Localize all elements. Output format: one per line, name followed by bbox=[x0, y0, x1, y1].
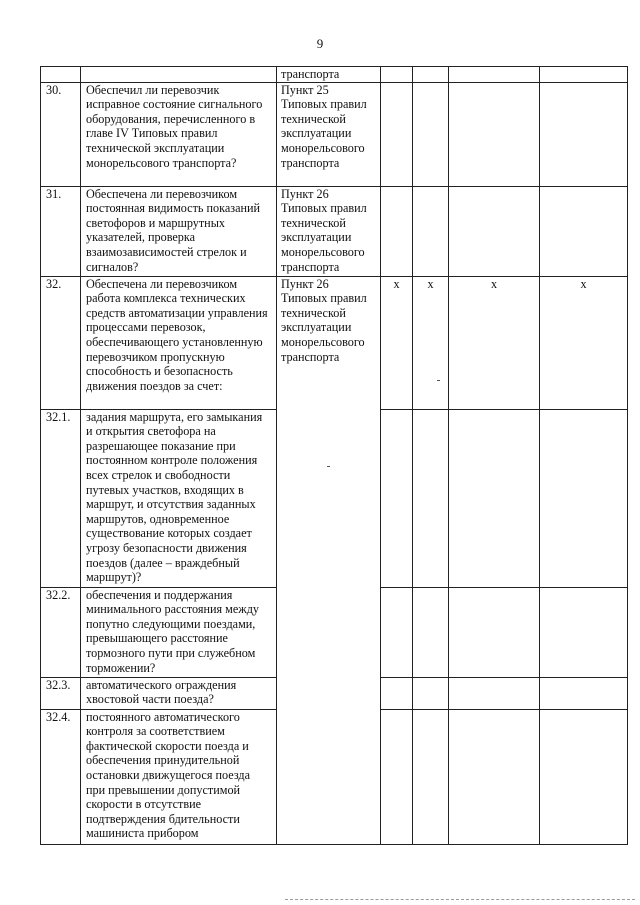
item-number: 30. bbox=[41, 82, 81, 186]
table-row bbox=[41, 186, 628, 276]
item-number: 32.1. bbox=[41, 409, 81, 587]
answer-no-cell bbox=[413, 677, 449, 709]
answer-yes-cell bbox=[381, 186, 413, 276]
answer-not-applicable-cell bbox=[449, 677, 540, 709]
question-text: постоянного автоматического контроля за соответствием фактической скорости поезда и обеспечения принудительной остановки движущегося поезда при превышении допустимой скорости в отсутствие подтверждения бдительности машиниста прибором bbox=[81, 709, 277, 844]
answer-not-applicable-cell bbox=[449, 409, 540, 587]
answer-no-cell bbox=[413, 409, 449, 587]
answer-yes-cell bbox=[381, 409, 413, 587]
answer-no-cell bbox=[413, 186, 449, 276]
answer-not-applicable-cell bbox=[449, 587, 540, 677]
answer-no-cell: x bbox=[413, 276, 449, 409]
answer-not-applicable-cell bbox=[540, 709, 628, 844]
page-bottom-edge bbox=[285, 899, 635, 900]
item-number: 31. bbox=[41, 186, 81, 276]
question-text: задания маршрута, его замыкания и открытия светофора на разрешающее показание при постоянном контроле положения всех стрелок и свободности путевых участков, входящих в маршрут, и отсутствия заданных маршрутов, одновременное существование которых создает угрозу безопасности движения поездов (далее – враждебный маршрут)? bbox=[81, 409, 277, 587]
answer-yes-cell bbox=[413, 709, 449, 844]
answer-not-applicable-cell bbox=[449, 82, 540, 186]
item-number bbox=[41, 67, 81, 83]
table-row bbox=[41, 276, 628, 409]
table-row bbox=[41, 82, 628, 186]
answer-note-cell bbox=[540, 587, 628, 677]
question-text bbox=[81, 67, 277, 83]
checklist-table bbox=[40, 66, 628, 845]
answer-no-cell bbox=[449, 709, 540, 844]
answer-note-cell bbox=[540, 409, 628, 587]
answer-yes-cell bbox=[381, 82, 413, 186]
question-text: обеспечения и поддержания минимального расстояния между попутно следующими поездами, превышающего расстояние тормозного пути при служебном торможении? bbox=[81, 587, 277, 677]
scan-speck bbox=[437, 380, 440, 381]
item-number: 32.3. bbox=[41, 677, 81, 709]
answer-not-applicable-cell: x bbox=[449, 276, 540, 409]
answer-note-cell: x bbox=[540, 276, 628, 409]
answer-no-cell bbox=[413, 82, 449, 186]
legal-reference bbox=[381, 709, 413, 844]
scan-speck bbox=[327, 466, 330, 467]
legal-reference: Пункт 26 Типовых правил технической эксплуатации монорельсового транспорта bbox=[277, 186, 381, 276]
answer-no-cell bbox=[413, 67, 449, 83]
answer-no-cell bbox=[413, 587, 449, 677]
answer-not-applicable-cell bbox=[449, 67, 540, 83]
table-row bbox=[41, 67, 628, 83]
legal-reference: Пункт 25 Типовых правил технической эксплуатации монорельсового транспорта bbox=[277, 82, 381, 186]
question-text: Обеспечил ли перевозчик исправное состояние сигнального оборудования, перечисленного в главе IV Типовых правил технической эксплуатации монорельсового транспорта? bbox=[81, 82, 277, 186]
answer-yes-cell: x bbox=[381, 276, 413, 409]
answer-yes-cell bbox=[381, 677, 413, 709]
answer-note-cell bbox=[540, 677, 628, 709]
item-number: 32. bbox=[41, 276, 81, 409]
answer-not-applicable-cell bbox=[449, 186, 540, 276]
legal-reference: транспорта bbox=[277, 67, 381, 83]
legal-reference: Пункт 26 Типовых правил технической эксплуатации монорельсового транспорта bbox=[277, 276, 381, 844]
item-number: 32.2. bbox=[41, 587, 81, 677]
answer-yes-cell bbox=[381, 67, 413, 83]
question-text: Обеспечена ли перевозчиком постоянная видимость показаний светофоров и маршрутных указателей, проверка взаимозависимостей стрелок и сигналов? bbox=[81, 186, 277, 276]
page-number: 9 bbox=[316, 36, 324, 51]
question-text: автоматического ограждения хвостовой части поезда? bbox=[81, 677, 277, 709]
answer-yes-cell bbox=[381, 587, 413, 677]
answer-note-cell bbox=[540, 186, 628, 276]
answer-note-cell bbox=[540, 82, 628, 186]
question-text: Обеспечена ли перевозчиком работа комплекса технических средств автоматизации управления процессами перевозок, обеспечивающего установленную перевозчиком пропускную способность и безопасность движения поездов за счет: bbox=[81, 276, 277, 409]
answer-note-cell bbox=[540, 67, 628, 83]
item-number: 32.4. bbox=[41, 709, 81, 844]
